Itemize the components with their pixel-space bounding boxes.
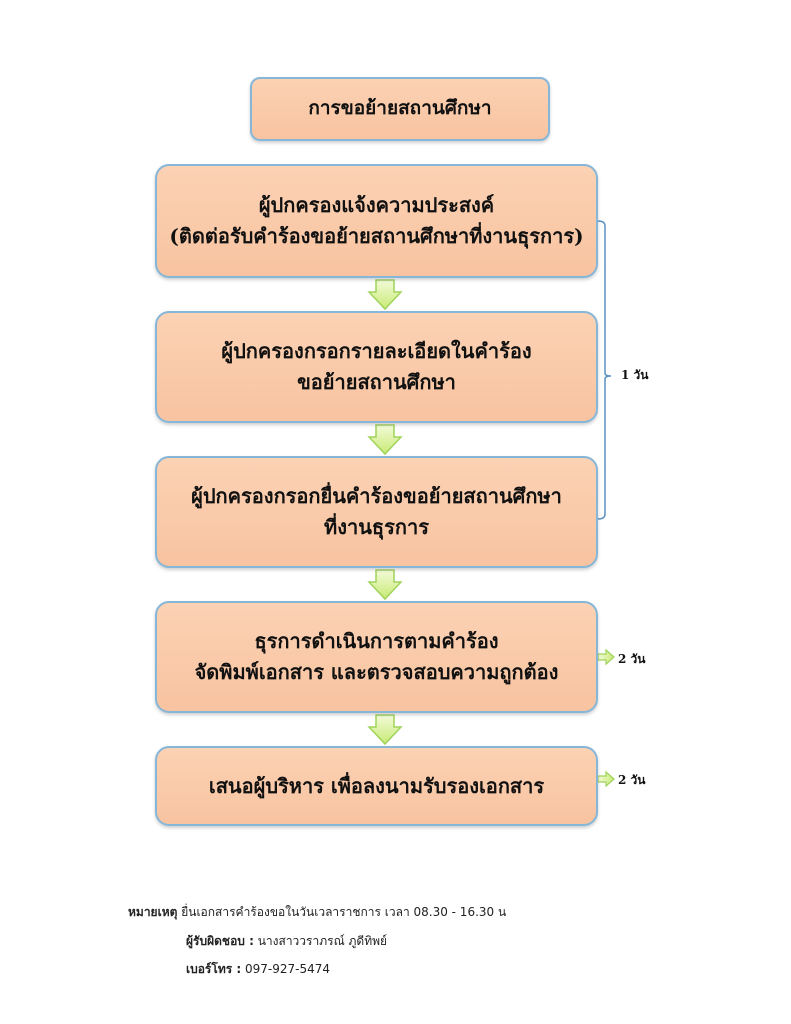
- step-1-line-2: (ติดต่อรับคำร้องขอย้ายสถานศึกษาที่งานธุรการ): [169, 224, 584, 248]
- down-arrow-4: [369, 715, 401, 744]
- step-box-5: [155, 746, 598, 826]
- step-box-1: [155, 164, 598, 278]
- step-2-line-1: ผู้ปกครองกรอกรายละเอียดในคำร้อง: [221, 339, 532, 363]
- duration-label-step-4: 2 วัน: [618, 652, 646, 666]
- duration-bracket: [598, 221, 611, 519]
- step-1-line-1: ผู้ปกครองแจ้งความประสงค์: [258, 193, 495, 217]
- phone-number: 097-927-5474: [241, 962, 330, 976]
- step-2-line-2: ขอย้ายสถานศึกษา: [297, 370, 456, 394]
- phone-note: [186, 960, 330, 979]
- right-arrow-step4: [598, 650, 614, 664]
- step-3-line-2: ที่งานธุรการ: [324, 515, 429, 539]
- responsible-name: นางสาววราภรณ์ ภูดีทิพย์: [253, 934, 388, 948]
- phone-label: เบอร์โทร :: [186, 962, 242, 976]
- step-3-line-1: ผู้ปกครองกรอกยื่นคำร้องขอย้ายสถานศึกษา: [191, 484, 562, 508]
- remark-label: หมายเหตุ: [128, 905, 178, 919]
- title-box: [250, 77, 550, 141]
- down-arrow-2: [369, 425, 401, 454]
- down-arrow-3: [369, 570, 401, 599]
- remark-note: [128, 903, 506, 922]
- step-5-line-1: เสนอผู้บริหาร เพื่อลงนามรับรองเอกสาร: [208, 773, 545, 798]
- responsible-note: [186, 932, 387, 951]
- down-arrow-1: [369, 280, 401, 309]
- remark-text: ยื่นเอกสารคำร้องขอในวันเวลาราชการ เวลา 08.30 - 16.30 น: [177, 905, 507, 919]
- right-arrow-step5: [598, 772, 614, 786]
- step-box-3: [155, 456, 598, 568]
- step-4-line-2: จัดพิมพ์เอกสาร และตรวจสอบความถูกต้อง: [194, 660, 559, 684]
- duration-label-steps-1-3: 1 วัน: [621, 368, 649, 382]
- duration-label-step-5: 2 วัน: [618, 773, 646, 787]
- responsible-label: ผู้รับผิดชอบ :: [186, 934, 254, 948]
- step-4-line-1: ธุรการดำเนินการตามคำร้อง: [254, 629, 499, 653]
- step-box-4: [155, 601, 598, 713]
- step-box-2: [155, 311, 598, 423]
- title-text: การขอย้ายสถานศึกษา: [308, 97, 492, 120]
